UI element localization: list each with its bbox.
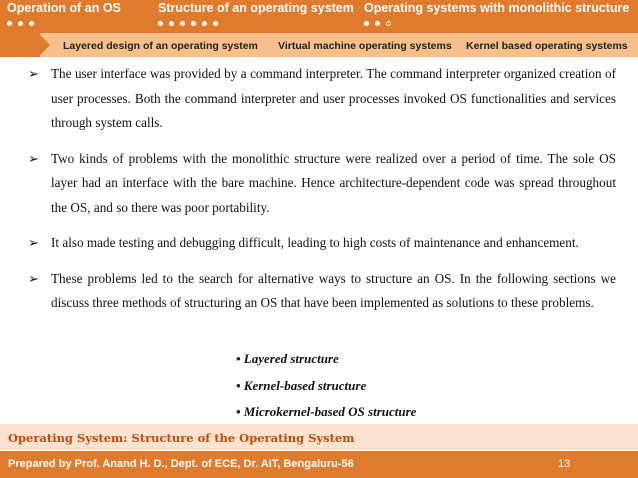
bullet-point <box>28 62 616 136</box>
structuring-methods-list <box>236 346 416 426</box>
arrow-bullet-icon: ➢ <box>28 270 40 286</box>
arrow-bullet-icon: ➢ <box>28 235 40 250</box>
slide-content <box>28 62 616 327</box>
page-number: 13 <box>558 458 571 470</box>
nav-section-title: Structure of an operating system <box>158 1 354 15</box>
nav-dot-current[interactable] <box>386 21 391 26</box>
arrow-bullet-icon: ➢ <box>28 150 40 166</box>
sub-navigation-accent <box>0 33 40 57</box>
arrow-bullet-icon: ➢ <box>28 66 40 81</box>
nav-dot[interactable] <box>375 21 380 26</box>
author-credit: Prepared by Prof. Anand H. D., Dept. of ECE, Dr. AIT, Bengaluru-56 <box>8 458 354 470</box>
method-item-layered: • Layered structure <box>236 351 339 366</box>
nav-section-monolithic-structure[interactable] <box>364 1 629 32</box>
subnav-item-layered-design[interactable]: Layered design of an operating system <box>63 40 258 52</box>
nav-dot[interactable] <box>18 21 23 26</box>
method-item-kernel-based: • Kernel-based structure <box>236 377 367 393</box>
course-title: Operating System: Structure of the Operating System <box>8 431 355 445</box>
bullet-point <box>28 267 616 316</box>
bullet-point <box>28 147 616 221</box>
subnav-item-kernel-based[interactable]: Kernel based operating systems <box>466 40 628 52</box>
nav-dot[interactable] <box>180 21 185 26</box>
bullet-text: These problems led to the search for alternative ways to structure an OS. In the following sections we discuss three methods of structuring an OS that have been implemented as solutions to these problems. <box>51 270 616 310</box>
nav-dot[interactable] <box>169 21 174 26</box>
nav-section-structure-of-an-operating-system[interactable] <box>158 1 354 32</box>
subnav-item-virtual-machine[interactable]: Virtual machine operating systems <box>278 40 452 52</box>
nav-dot[interactable] <box>191 21 196 26</box>
nav-dot[interactable] <box>202 21 207 26</box>
nav-progress-dots <box>364 18 629 28</box>
nav-dot[interactable] <box>158 21 163 26</box>
method-item-microkernel: • Microkernel-based OS structure <box>236 404 417 419</box>
nav-progress-dots <box>7 18 121 28</box>
nav-dot[interactable] <box>364 21 369 26</box>
nav-section-title: Operating systems with monolithic structure <box>364 1 630 15</box>
nav-progress-dots <box>158 18 354 28</box>
nav-dot[interactable] <box>7 21 12 26</box>
arrow-right-icon <box>38 33 50 57</box>
bullet-text: It also made testing and debugging difficult, leading to high costs of maintenance and enhancement. <box>51 235 579 250</box>
nav-dot[interactable] <box>29 21 34 26</box>
bullet-text: Two kinds of problems with the monolithic structure were realized over a period of time. The sole OS layer had an interface with the bare machine. Hence architecture-dependent code was spread throughout the OS, and so there was poor portability. <box>51 150 616 215</box>
bullet-text: The user interface was provided by a command interpreter. The command interpreter organized creation of user processes. Both the command interpreter and user processes invoked OS functionalities and services through system calls. <box>51 66 616 130</box>
nav-dot[interactable] <box>213 21 218 26</box>
nav-section-title: Operation of an OS <box>7 1 121 15</box>
nav-section-operation-of-an-os[interactable] <box>7 1 121 32</box>
bullet-point <box>28 231 616 256</box>
